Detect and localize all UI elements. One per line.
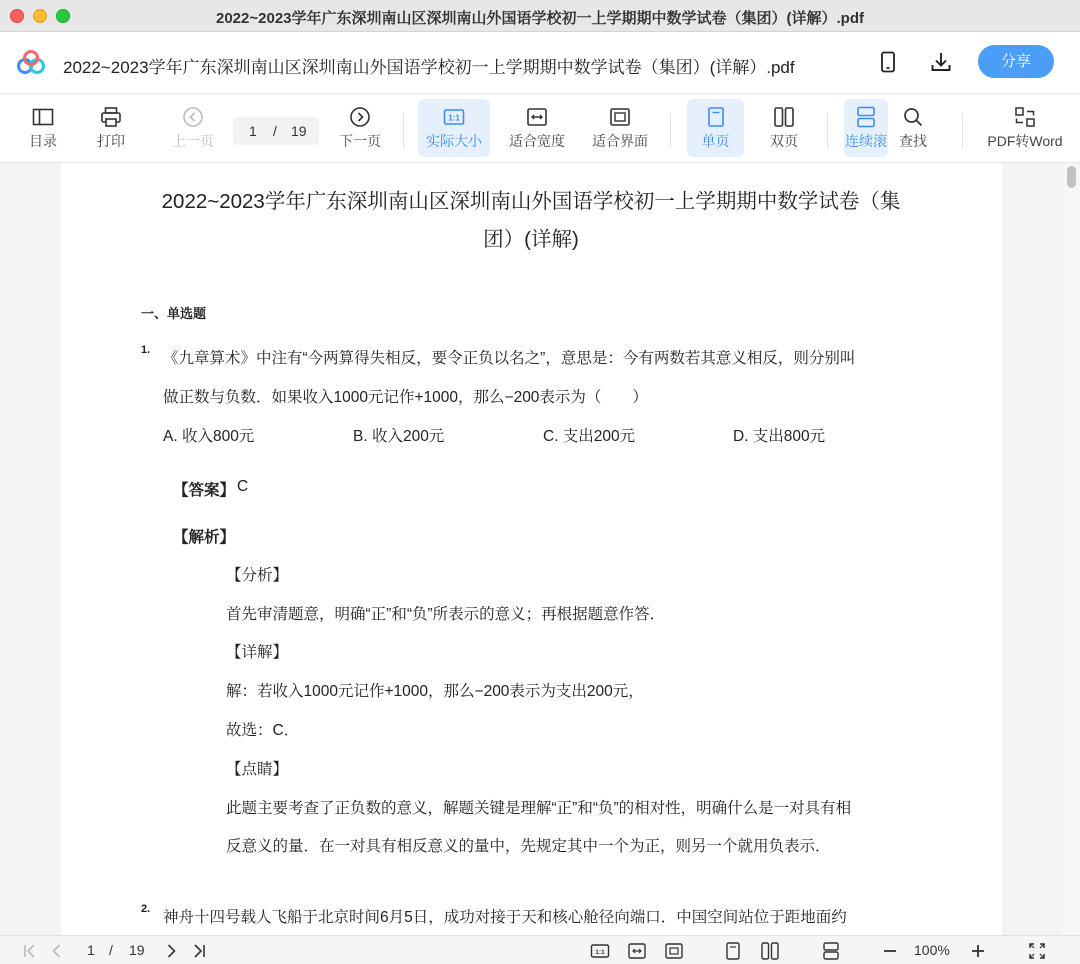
fit-page-label: 适合界面 bbox=[592, 133, 648, 149]
fenxi-label: 【分析】 bbox=[226, 567, 289, 584]
title-bar bbox=[0, 0, 1080, 32]
status-bar bbox=[0, 935, 1080, 964]
fit-width-icon bbox=[525, 105, 549, 129]
search-label: 查找 bbox=[899, 133, 927, 149]
continuous-scroll-icon bbox=[854, 105, 878, 129]
option-c: C. 支出200元 bbox=[543, 428, 636, 445]
status-continuous-button[interactable] bbox=[821, 941, 841, 961]
status-fit-width-button[interactable] bbox=[627, 941, 647, 961]
search-button[interactable] bbox=[891, 99, 935, 157]
sidebar-toc-icon bbox=[31, 105, 55, 129]
dianjing-text-line: 此题主要考查了正负数的意义，解题关键是理解“正”和“负”的相对性，明确什么是一对具有相 bbox=[226, 800, 852, 817]
answer-value: C bbox=[237, 478, 249, 495]
double-page-icon bbox=[772, 105, 796, 129]
page-separator: / bbox=[273, 123, 277, 139]
app-header bbox=[0, 32, 1080, 94]
dianjing-text-line: 反意义的量．在一对具有相反意义的量中，先规定其中一个为正，则另一个就用负表示． bbox=[226, 838, 831, 855]
continuous-scroll-label: 连续滚 bbox=[845, 133, 887, 149]
fit-page-icon bbox=[664, 941, 684, 961]
status-fit-page-button[interactable] bbox=[664, 941, 684, 961]
pdf-to-word-label: PDF转Word bbox=[987, 133, 1063, 149]
section-heading: 一、单选题 bbox=[141, 306, 207, 321]
option-a: A. 收入800元 bbox=[163, 428, 255, 445]
zoom-in-button[interactable] bbox=[968, 941, 988, 961]
question-number: 2. bbox=[141, 903, 151, 915]
document-viewport[interactable] bbox=[0, 163, 1080, 935]
status-next-button[interactable] bbox=[161, 941, 181, 961]
status-current-page[interactable]: 1 bbox=[87, 942, 95, 958]
share-button[interactable]: 分享 bbox=[978, 45, 1054, 78]
search-icon bbox=[901, 105, 925, 129]
double-page-label: 双页 bbox=[770, 133, 798, 149]
print-label: 打印 bbox=[97, 133, 125, 149]
window-title: 2022~2023学年广东深圳南山区深圳南山外国语学校初一上学期期中数学试卷（集团）(详解）.pdf bbox=[216, 10, 864, 27]
zoom-level: 100% bbox=[914, 942, 950, 958]
double-page-button[interactable] bbox=[762, 99, 806, 157]
total-pages-value: 19 bbox=[291, 123, 307, 139]
baidu-netdisk-logo-icon bbox=[16, 50, 46, 76]
fit-width-label: 适合宽度 bbox=[509, 133, 565, 149]
toolbar-divider bbox=[827, 113, 828, 147]
next-page-label: 下一页 bbox=[339, 133, 381, 149]
printer-icon bbox=[99, 105, 123, 129]
question-text-line: 神舟十四号载人飞船于北京时间6月5日，成功对接于天和核心舱径向端口．中国空间站位于距地面约 bbox=[163, 909, 847, 926]
svg-text:1:1: 1:1 bbox=[448, 113, 460, 123]
question-number: 1. bbox=[141, 344, 151, 356]
actual-size-label: 实际大小 bbox=[426, 133, 482, 149]
prev-page-button[interactable] bbox=[167, 99, 219, 157]
toc-button[interactable] bbox=[22, 99, 64, 157]
option-d: D. 支出800元 bbox=[733, 428, 826, 445]
mobile-phone-icon[interactable] bbox=[876, 50, 900, 74]
current-page-value: 1 bbox=[249, 123, 257, 139]
question-text-line: 做正数与负数．如果收入1000元记作+1000，那么−200表示为（ ） bbox=[163, 389, 648, 406]
svg-text:1:1: 1:1 bbox=[595, 949, 605, 956]
last-page-icon bbox=[189, 941, 209, 961]
status-page-separator: / bbox=[109, 942, 113, 958]
single-page-label: 单页 bbox=[701, 133, 730, 149]
next-page-button[interactable] bbox=[334, 99, 386, 157]
toolbar-divider bbox=[670, 113, 671, 147]
actual-size-icon bbox=[590, 941, 610, 961]
xiangjie-text: 解：若收入1000元记作+1000，那么−200表示为支出200元， bbox=[226, 683, 644, 700]
single-page-button[interactable] bbox=[687, 99, 744, 157]
circle-left-arrow-icon bbox=[181, 105, 205, 129]
pdf-toolbar bbox=[0, 95, 1080, 163]
circle-right-arrow-icon bbox=[348, 105, 372, 129]
pdf-to-word-button[interactable] bbox=[982, 99, 1068, 157]
xiangjie-label: 【详解】 bbox=[226, 644, 289, 661]
fit-width-icon bbox=[627, 941, 647, 961]
minus-icon bbox=[880, 941, 900, 961]
actual-size-icon bbox=[442, 105, 466, 129]
fenxi-text: 首先审清题意，明确“正”和“负”所表示的意义；再根据题意作答． bbox=[226, 606, 666, 623]
actual-size-button[interactable] bbox=[418, 99, 490, 157]
fullscreen-button[interactable] bbox=[1027, 941, 1047, 961]
double-page-icon bbox=[760, 941, 780, 961]
exam-title-line-2: 团）(详解) bbox=[483, 228, 579, 251]
analysis-label: 【解析】 bbox=[173, 529, 236, 546]
fit-page-button[interactable] bbox=[588, 99, 652, 157]
page-number-field[interactable] bbox=[233, 117, 319, 145]
toc-label: 目录 bbox=[29, 133, 57, 149]
continuous-scroll-icon bbox=[821, 941, 841, 961]
status-double-page-button[interactable] bbox=[760, 941, 780, 961]
status-prev-button[interactable] bbox=[47, 941, 67, 961]
fit-width-button[interactable] bbox=[505, 99, 569, 157]
chevron-right-icon bbox=[161, 941, 181, 961]
question-text-line: 《九章算术》中注有“今两算得失相反，要令正负以名之”，意思是：今有两数若其意义相反，则分别叫 bbox=[163, 350, 856, 367]
toolbar-divider bbox=[962, 113, 963, 147]
option-b: B. 收入200元 bbox=[353, 428, 445, 445]
single-page-icon bbox=[704, 105, 728, 129]
fit-page-icon bbox=[608, 105, 632, 129]
choose-text: 故选：C． bbox=[226, 722, 300, 739]
answer-label: 【答案】 bbox=[173, 482, 236, 499]
status-total-pages: 19 bbox=[129, 942, 145, 958]
scrollbar-thumb[interactable] bbox=[1067, 166, 1076, 188]
prev-page-label: 上一页 bbox=[172, 133, 214, 149]
continuous-scroll-button[interactable] bbox=[844, 99, 888, 157]
first-page-button[interactable] bbox=[20, 941, 40, 961]
print-button[interactable] bbox=[90, 99, 132, 157]
status-actual-size-button[interactable] bbox=[590, 941, 610, 961]
exam-title bbox=[121, 183, 941, 259]
dianjing-label: 【点睛】 bbox=[226, 761, 289, 778]
document-title: 2022~2023学年广东深圳南山区深圳南山外国语学校初一上学期期中数学试卷（集团）(详解）.pdf bbox=[63, 58, 795, 77]
last-page-button[interactable] bbox=[189, 941, 209, 961]
single-page-icon bbox=[723, 941, 743, 961]
chevron-left-icon bbox=[47, 941, 67, 961]
status-single-page-button[interactable] bbox=[723, 941, 743, 961]
zoom-out-button[interactable] bbox=[880, 941, 900, 961]
toolbar-divider bbox=[403, 113, 404, 147]
exam-title-line-1: 2022~2023学年广东深圳南山区深圳南山外国语学校初一上学期期中数学试卷（集 bbox=[161, 190, 901, 213]
plus-icon bbox=[968, 941, 988, 961]
fullscreen-icon bbox=[1027, 941, 1047, 961]
first-page-icon bbox=[20, 941, 40, 961]
convert-icon bbox=[1013, 105, 1037, 129]
pdf-page bbox=[61, 163, 1002, 935]
download-icon[interactable] bbox=[929, 50, 953, 74]
vertical-scrollbar[interactable] bbox=[1063, 163, 1080, 935]
